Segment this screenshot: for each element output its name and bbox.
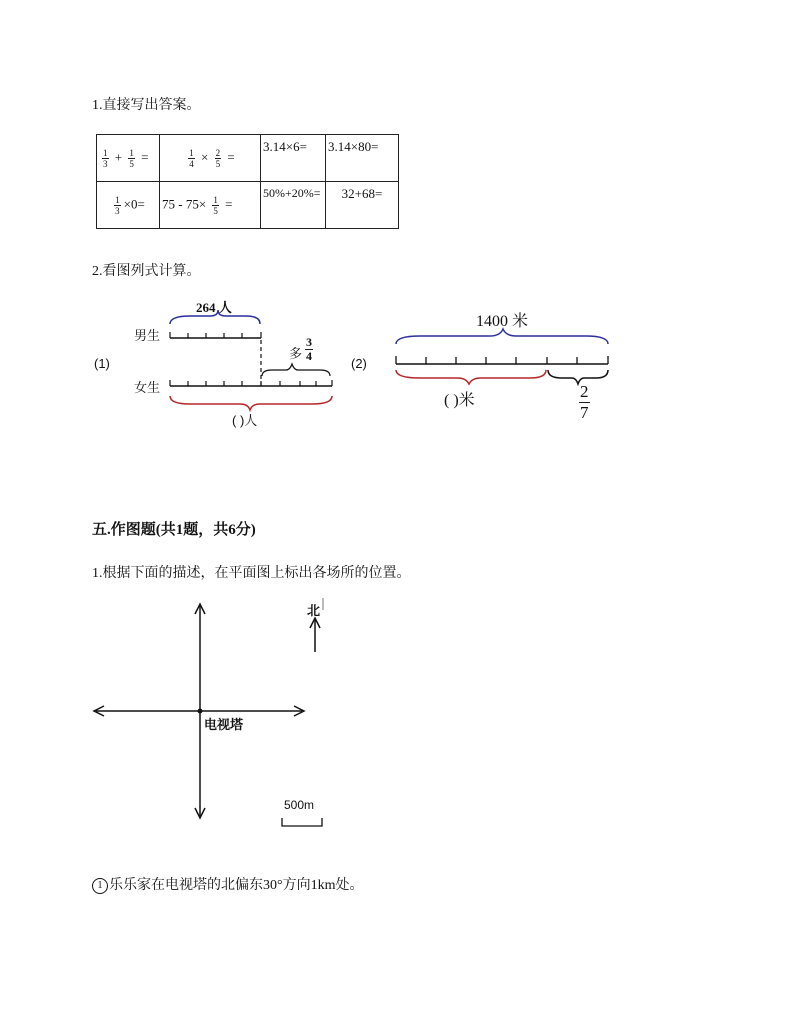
calc-cell: $\frac{1}{3}$ ×0=: [97, 182, 160, 229]
calc-cell: $\frac{1}{3}$ + $\frac{1}{5}$ =: [97, 135, 160, 182]
fraction: $\frac{1}{3}$: [115, 194, 120, 216]
boy-brace: [170, 310, 260, 324]
calc-cell: $\frac{1}{4}$ × $\frac{2}{5}$ =: [160, 135, 261, 182]
total-brace: [396, 329, 608, 344]
question-3-title: 1.根据下面的描述，在平面图上标出各场所的位置。: [92, 566, 411, 581]
fraction: $\frac{1}{5}$: [213, 194, 218, 216]
question-2-title: 2.看图列式计算。: [92, 264, 201, 279]
total-length-label: 1400 米: [476, 313, 529, 330]
calc-cell: 50%+20%=: [261, 182, 326, 229]
calc-cell: 3.14×80=: [326, 135, 399, 182]
fraction: $\frac{2}{5}$: [215, 147, 221, 169]
girl-label: 女生: [134, 380, 161, 395]
figure-2-index: (2): [351, 356, 367, 371]
more-label: 多: [289, 346, 303, 361]
section-5-title: 五.作图题(共1题，共6分): [92, 522, 256, 538]
answer-brace: [396, 370, 546, 384]
table-row: [97, 135, 399, 182]
girl-brace: [170, 396, 332, 410]
calc-cell: 32+68=: [326, 182, 399, 229]
total-ticks: [396, 356, 608, 364]
figure-1-diagram: [160, 300, 350, 412]
figure-1-answer: ( )人: [232, 413, 258, 428]
circle-number-1: 1: [92, 878, 108, 894]
table-row: [97, 182, 399, 229]
scale-bar: [282, 818, 322, 826]
more-fraction: $\frac{3}{4}$: [306, 335, 312, 363]
extra-brace: [262, 364, 330, 376]
figure-2-answer: ( )米: [444, 392, 475, 409]
boy-ticks: [170, 332, 261, 338]
figure-1-index: (1): [94, 356, 110, 371]
boy-label: 男生: [134, 328, 161, 343]
center-point: [198, 709, 203, 714]
calc-cell: 3.14×6=: [261, 135, 326, 182]
fraction: $\frac{1}{5}$: [129, 147, 134, 169]
figure-2-fraction: $\frac{2}{7}$: [580, 382, 589, 422]
girl-ticks: [170, 380, 332, 386]
fraction: $\frac{1}{4}$: [189, 147, 194, 169]
description-item-1: 1 乐乐家在电视塔的北偏东30°方向1km处。: [92, 874, 364, 894]
scale-label: 500m: [284, 798, 315, 812]
calc-cell: 75 - 75× $\frac{1}{5}$ =: [160, 182, 261, 229]
boy-count-label: 264 人: [196, 300, 232, 315]
fraction-brace: [548, 370, 608, 384]
question-1-title: 1.直接写出答案。: [92, 98, 201, 113]
calc-table: [96, 134, 399, 229]
fraction: $\frac{1}{3}$: [103, 147, 108, 169]
figure-2-diagram: [390, 326, 616, 386]
north-label: 北: [307, 603, 321, 618]
center-label: 电视塔: [204, 717, 244, 732]
